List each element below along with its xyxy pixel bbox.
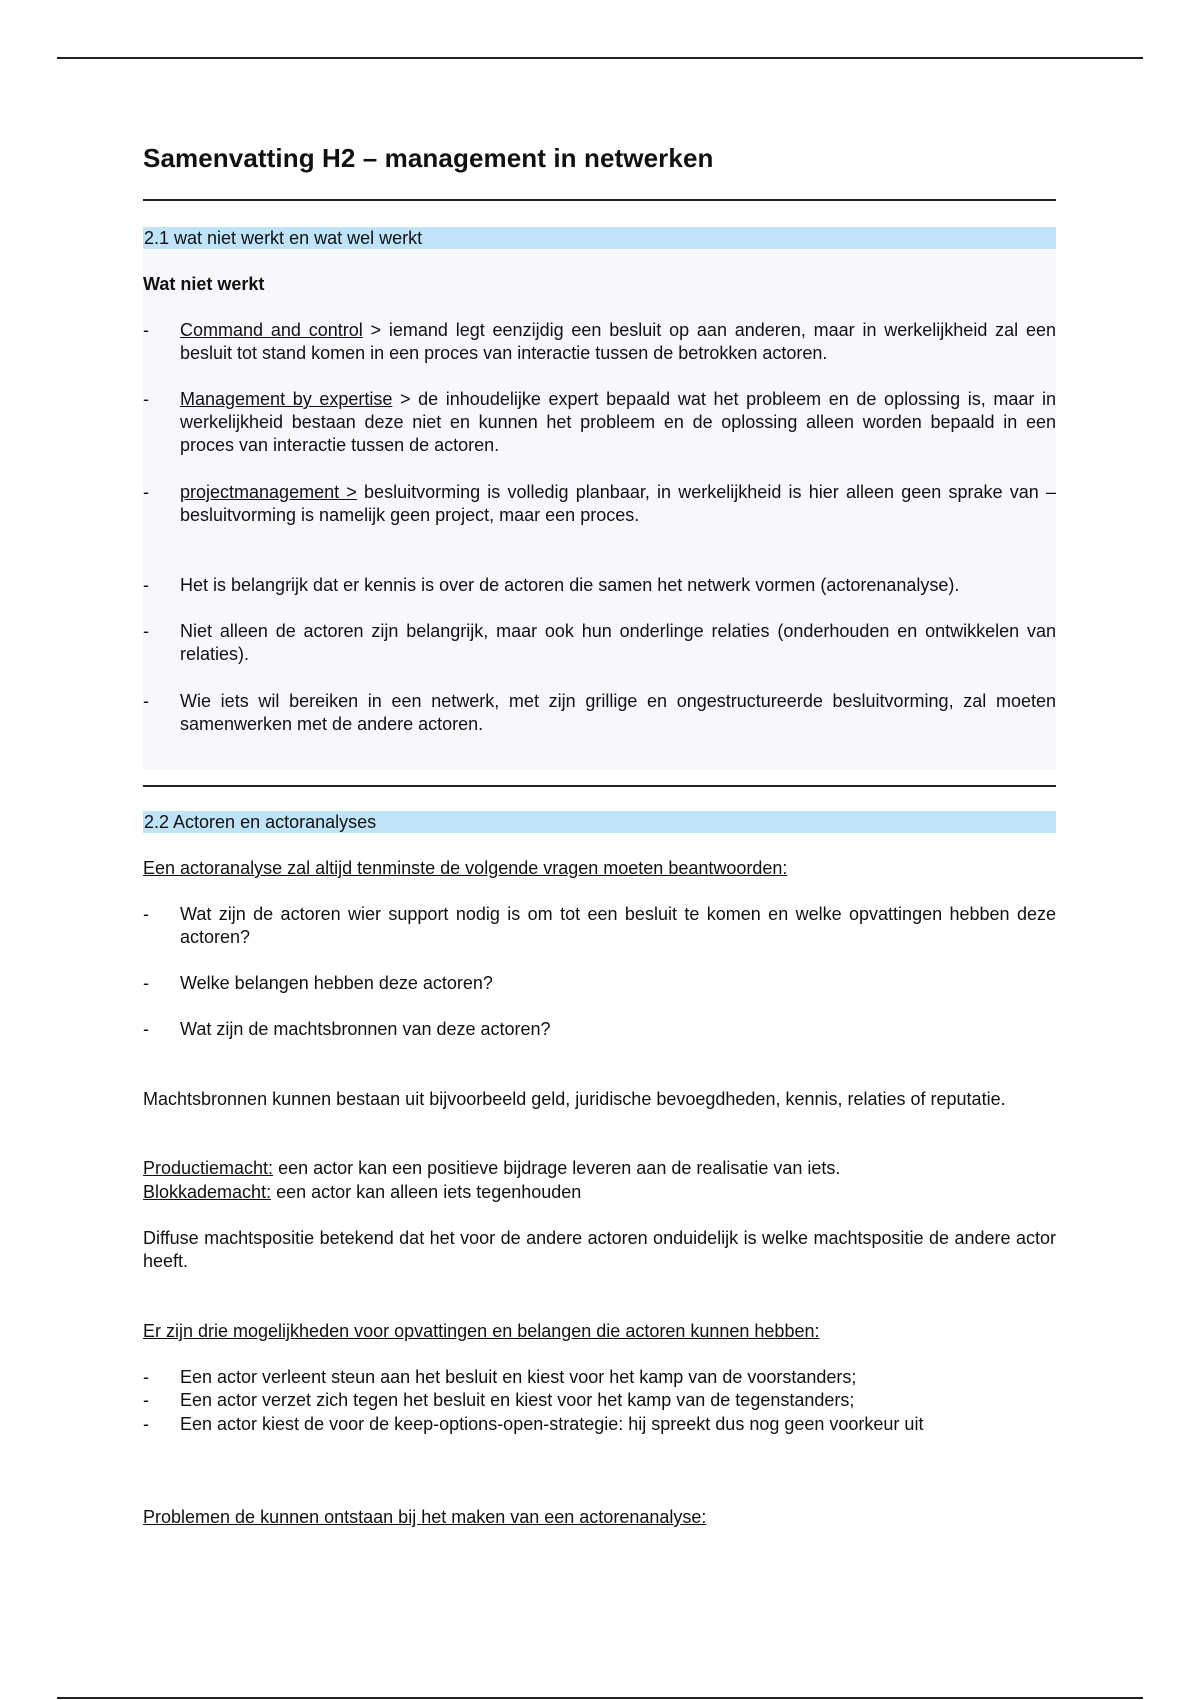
bullet-term: Management by expertise [180, 389, 393, 409]
blokkademacht-line [143, 1181, 581, 1204]
list-item [143, 319, 1056, 365]
list-item [143, 481, 1056, 527]
page-top-rule [57, 57, 1143, 59]
bullet-dash: - [143, 1414, 149, 1434]
bullet-dash: - [143, 691, 149, 711]
mogelijkheid-text: Een actor verzet zich tegen het besluit en kiest voor het kamp van de tegenstanders; [180, 1390, 855, 1410]
bullet-dash: - [143, 973, 149, 993]
blokkademacht-text: een actor kan alleen iets tegenhouden [271, 1182, 582, 1202]
question-text: Welke belangen hebben deze actoren? [180, 973, 493, 993]
question-text: Wat zijn de actoren wier support nodig is om tot een besluit te komen en welke opvattingen hebben deze actoren? [180, 904, 1056, 947]
list-item [143, 620, 1056, 666]
blokkademacht-term: Blokkademacht: [143, 1182, 272, 1202]
bullet-text: > iemand legt eenzijdig een besluit op aan anderen, maar in werkelijkheid zal een besluit tot stand komen in een proces van interactie tussen de betrokken actoren. [180, 320, 1056, 363]
list-item [143, 1018, 1056, 1041]
machtsbronnen-paragraph: Machtsbronnen kunnen bestaan uit bijvoorbeeld geld, juridische bevoegdheden, kennis, relaties of reputatie. [143, 1089, 1006, 1109]
list-item [143, 903, 1056, 949]
actoranalyse-intro: Een actoranalyse zal altijd tenminste de volgende vragen moeten beantwoorden: [143, 858, 788, 878]
question-text: Wat zijn de machtsbronnen van deze actoren? [180, 1019, 551, 1039]
section1-heading: 2.1 wat niet werkt en wat wel werkt [143, 227, 1056, 249]
mogelijkheden-intro: Er zijn drie mogelijkheden voor opvattingen en belangen die actoren kunnen hebben: [143, 1321, 820, 1341]
bullet-dash: - [143, 482, 149, 502]
bullet-text: Niet alleen de actoren zijn belangrijk, maar ook hun onderlinge relaties (onderhouden en ontwikkelen van relaties). [180, 621, 1056, 664]
list-item [143, 574, 1056, 597]
bullet-dash: - [143, 1367, 149, 1387]
list-item [143, 972, 1056, 995]
section1-subheading: Wat niet werkt [143, 274, 265, 294]
list-item [143, 1413, 1056, 1436]
productiemacht-line [143, 1157, 840, 1180]
bullet-dash: - [143, 621, 149, 641]
bullet-dash: - [143, 320, 149, 340]
bullet-dash: - [143, 575, 149, 595]
bullet-dash: - [143, 904, 149, 924]
document-title: Samenvatting H2 – management in netwerken [143, 143, 714, 173]
list-item [143, 690, 1056, 736]
list-item [143, 1389, 1056, 1412]
problemen-intro: Problemen de kunnen ontstaan bij het maken van een actorenanalyse: [143, 1507, 707, 1527]
bullet-text: Het is belangrijk dat er kennis is over de actoren die samen het netwerk vormen (actorenanalyse). [180, 575, 960, 595]
bullet-text: > de inhoudelijke expert bepaald wat het probleem en de oplossing is, maar in werkelijkheid bestaan deze niet en kunnen het probleem en de oplossing alleen worden bepaald in een proces van interactie tussen de actoren. [180, 389, 1056, 455]
bullet-text: besluitvorming is volledig planbaar, in werkelijkheid is hier alleen geen sprake van – besluitvorming is namelijk geen project, maar een proces. [180, 482, 1056, 525]
list-item [143, 1366, 1056, 1389]
section2-heading: 2.2 Actoren en actoranalyses [143, 811, 1056, 833]
bullet-text: Wie iets wil bereiken in een netwerk, met zijn grillige en ongestructureerde besluitvorming, zal moeten samenwerken met de andere actoren. [180, 691, 1056, 734]
bullet-term: projectmanagement > [180, 482, 357, 502]
productiemacht-term: Productiemacht: [143, 1158, 274, 1178]
title-rule [143, 199, 1056, 201]
mogelijkheid-text: Een actor kiest de voor de keep-options-open-strategie: hij spreekt dus nog geen voorkeur uit [180, 1414, 924, 1434]
diffuse-paragraph: Diffuse machtspositie betekend dat het voor de andere actoren onduidelijk is welke machtspositie de andere actor heeft. [143, 1228, 1056, 1271]
mogelijkheid-text: Een actor verleent steun aan het besluit en kiest voor het kamp van de voorstanders; [180, 1367, 857, 1387]
productiemacht-text: een actor kan een positieve bijdrage leveren aan de realisatie van iets. [273, 1158, 841, 1178]
bullet-dash: - [143, 1390, 149, 1410]
list-item [143, 388, 1056, 457]
bullet-term: Command and control [180, 320, 363, 340]
section-divider [143, 785, 1056, 787]
page-bottom-rule [57, 1697, 1143, 1699]
bullet-dash: - [143, 1019, 149, 1039]
bullet-dash: - [143, 389, 149, 409]
